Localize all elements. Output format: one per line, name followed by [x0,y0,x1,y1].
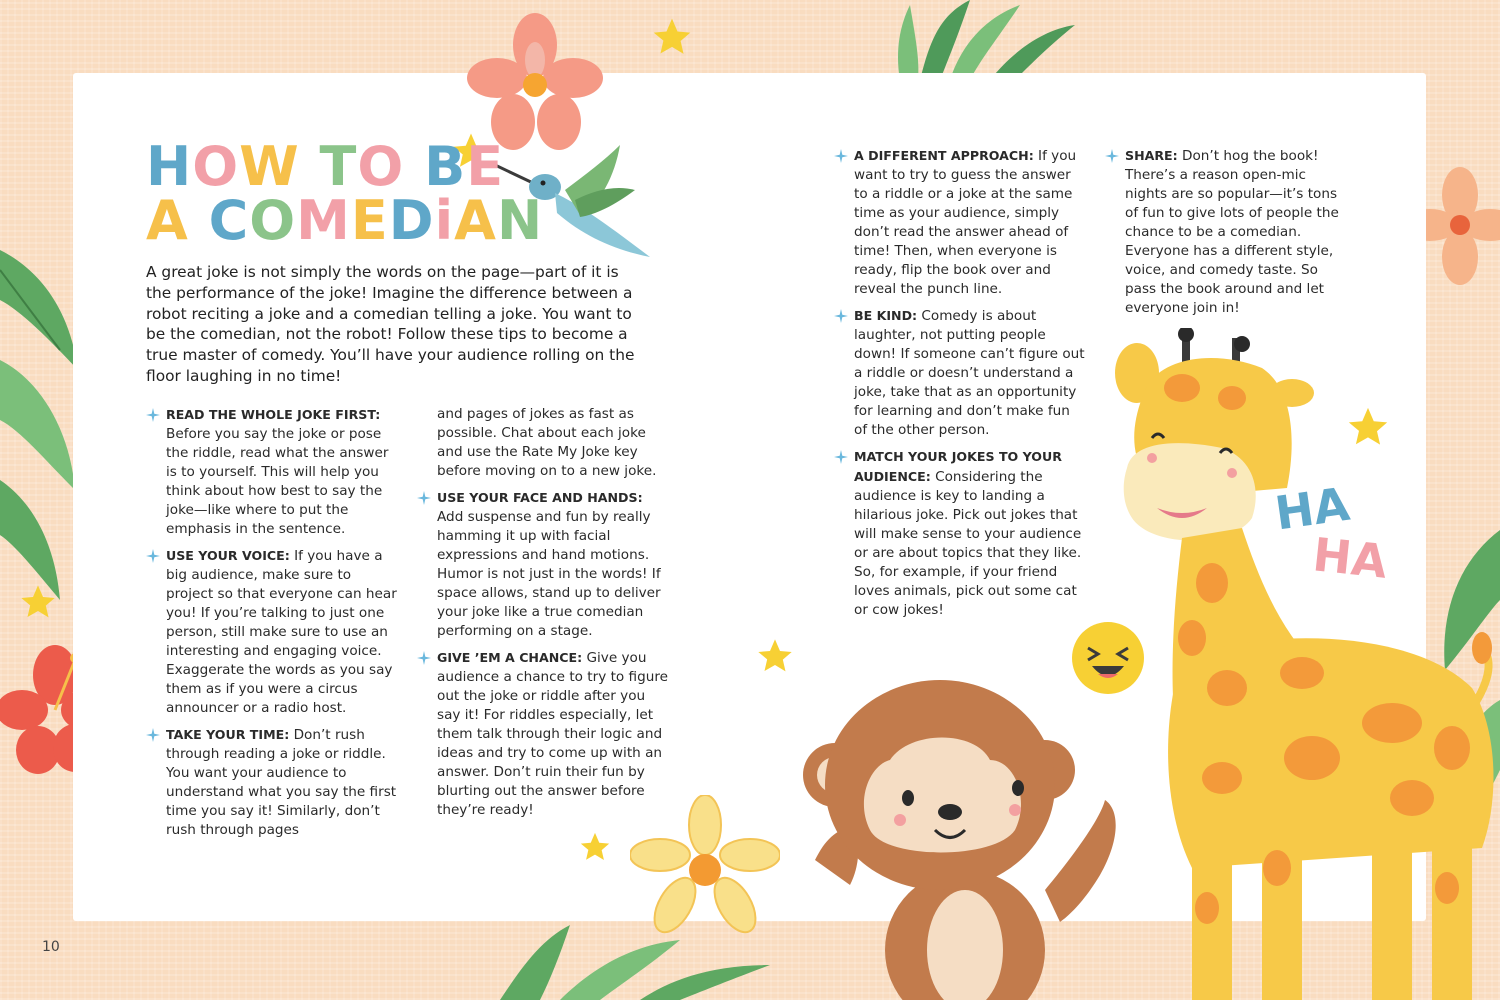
tip-heading: GIVE ’EM A CHANCE: [437,650,583,665]
tip-share [1105,146,1343,318]
tip-body: Comedy is about laughter, not putting people down! If someone can’t figure out a riddle or doesn’t understand a joke, take that as an opportunity for learning and don’t make fun of the other person. [854,308,1085,438]
tip-body: Don’t rush through reading a joke or riddle. You want your audience to understand what you say the first time you say it! Similarly, don’t rush through pages [166,727,397,838]
tip-use-face-and-hands [417,488,669,641]
title-letter: O [192,135,240,198]
page-title [146,135,544,252]
tip-body: Considering the audience is key to landing a hilarious joke. Pick out jokes that will make sense to your audience or are about topics that they like. So, for example, if your friend loves animals, pick out some cat or cow jokes! [854,469,1082,618]
title-letter: B [424,135,467,198]
tip-body: Before you say the joke or pose the riddle, read what the answer is to yourself. This will help you think about how best to say the joke—like where to put the emphasis in the sentence. [166,426,389,537]
tip-heading: USE YOUR FACE AND HANDS: [437,490,643,505]
title-letter [189,189,209,252]
tip-heading: MATCH YOUR JOKES TO YOUR AUDIENCE: [854,449,1062,484]
title-letter: A [454,189,497,252]
title-letter: M [296,189,351,252]
intro-paragraph: A great joke is not simply the words on the page—part of it is the performance of the joke! Imagine the difference between a robot reciting a joke and a comedian telling a joke. You want to be the comedian, not the robot! Follow these tips to become a true master of comedy. You’ll have your audience rolling on the floor laughing in no time! [146,263,635,385]
tips-column-2 [417,405,669,827]
sparkle-bullet-icon [417,491,431,505]
tip-take-your-time [146,725,398,840]
tip-heading: READ THE WHOLE JOKE FIRST: [166,407,381,422]
title-letter: H [146,135,193,198]
haha-line-2: HA [1310,527,1390,589]
title-letter: E [350,189,389,252]
title-letter: D [388,189,435,252]
title-letter: E [466,135,505,198]
tip-give-em-a-chance [417,648,669,820]
monkey-icon [800,660,1130,1000]
sparkle-bullet-icon [1105,149,1119,163]
tip-heading: TAKE YOUR TIME: [166,727,290,742]
title-letter: O [357,135,405,198]
title-letter: W [239,135,300,198]
sparkle-bullet-icon [146,728,160,742]
tip-heading: A DIFFERENT APPROACH: [854,148,1034,163]
title-letter: O [249,189,297,252]
tip-body: If you want to try to guess the answer to a riddle or a joke at the same time as your audience, simply don’t read the answer ahead of time! Then, when everyone is ready, flip the book over and reveal the punch line. [854,148,1077,297]
tips-column-1 [146,405,398,847]
top-leaves-icon [880,0,1080,80]
sparkle-bullet-icon [146,549,160,563]
sparkle-bullet-icon [834,309,848,323]
title-letter: i [434,189,455,252]
star-icon [755,636,795,676]
tip-heading: SHARE: [1125,148,1178,163]
tip-match-your-jokes [834,447,1086,620]
tip-take-your-time-continued: and pages of jokes as fast as possible. Chat about each joke and use the Rate My Joke key before moving on to a new joke. [437,406,657,479]
tip-heading: BE KIND: [854,308,918,323]
title-letter: C [208,189,250,252]
title-line-1 [146,135,543,198]
tips-column-4 [1105,146,1343,325]
star-icon [578,830,612,864]
tip-be-kind [834,306,1086,440]
sparkle-bullet-icon [146,408,160,422]
tip-read-whole-joke [146,405,398,539]
title-line-2 [146,189,544,252]
sparkle-bullet-icon [834,450,848,464]
title-letter: N [496,189,544,252]
sparkle-bullet-icon [834,149,848,163]
tip-use-your-voice [146,546,398,718]
giraffe-icon [1112,328,1500,1000]
page-number: 10 [42,939,60,955]
tip-body: Give you audience a chance to try to figure out the joke or riddle after you say it! For riddles especially, let them talk through their logic and ideas and try to come up with an answer. Don’t ruin their fun by blurting out the answer before they’re ready! [437,650,669,818]
star-icon [18,582,58,622]
tip-different-approach [834,146,1086,299]
haha-line-1: HA [1271,476,1353,541]
tip-heading: USE YOUR VOICE: [166,548,290,563]
tip-body: If you have a big audience, make sure to project so that everyone can hear you! If you’re talking to just one person, still make sure to use an interesting and engaging voice. Exaggerate the words as you say them as if you were a circus announcer or a radio host. [166,548,397,716]
star-icon [650,15,694,59]
tip-body: Don’t hog the book! There’s a reason open-mic nights are so popular—it’s tons of fun to give lots of people the chance to be a comedian. Everyone has a different style, voice, and comedy taste. So pass the book around and let everyone join in! [1125,148,1339,316]
title-letter: A [146,189,189,252]
sparkle-bullet-icon [417,651,431,665]
title-letter: T [319,135,358,198]
tip-body: Add suspense and fun by really hamming it up with facial expressions and hand motions. Humor is not just in the words! If space allows, stand up to deliver your joke like a true comedian performing on a stage. [437,509,661,639]
tips-column-3 [834,146,1086,627]
left-leaves-icon [0,230,80,610]
haha-text [1271,476,1390,589]
